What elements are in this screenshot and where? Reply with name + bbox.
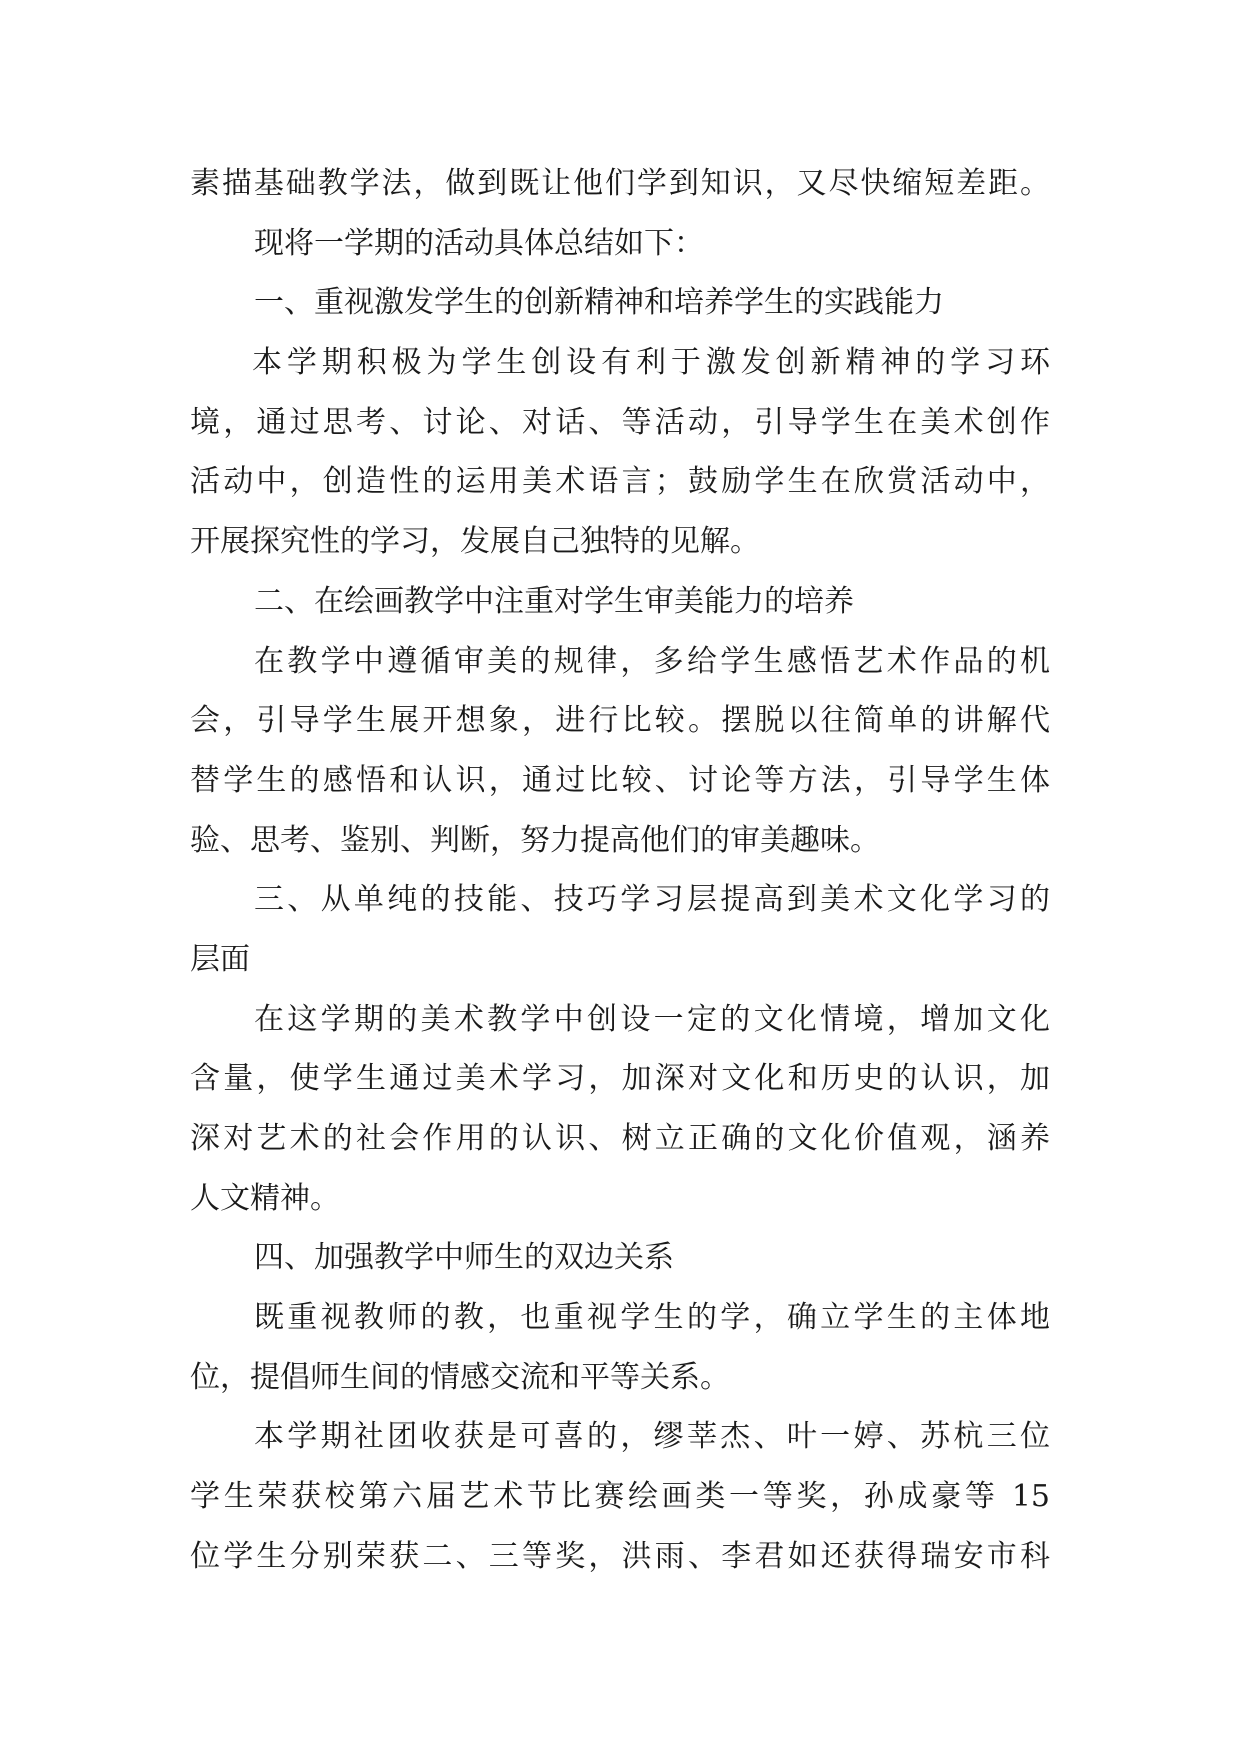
text-line: 含量，使学生通过美术学习，加深对文化和历史的认识，加 [190,1061,1050,1097]
text-line: 本学期积极为学生创设有利于激发创新精神的学习环 [252,345,1050,381]
text-line: 验、思考、鉴别、判断，努力提高他们的审美趣味。 [190,822,880,858]
text-line: 境，通过思考、讨论、对话、等活动，引导学生在美术创作 [190,404,1050,440]
section-heading: 三、从单纯的技能、技巧学习层提高到美术文化学习的 [254,882,1050,918]
text-line: 位学生分别荣获二、三等奖，洪雨、李君如还获得瑞安市科 [190,1538,1050,1574]
text-line: 既重视教师的教，也重视学生的学，确立学生的主体地 [254,1300,1050,1336]
text-line: 替学生的感悟和认识，通过比较、讨论等方法，引导学生体 [190,762,1050,798]
text-line: 本学期社团收获是可喜的，缪莘杰、叶一婷、苏杭三位 [254,1419,1050,1455]
section-heading: 二、在绘画教学中注重对学生审美能力的培养 [254,583,854,619]
text-line: 会，引导学生展开想象，进行比较。摆脱以往简单的讲解代 [190,703,1050,739]
text-line: 位，提倡师生间的情感交流和平等关系。 [190,1359,730,1395]
document-body [190,154,1050,1587]
text-line: 在这学期的美术教学中创设一定的文化情境，增加文化 [254,1001,1050,1037]
text-line: 现将一学期的活动具体总结如下： [254,225,704,261]
section-heading: 层面 [190,941,250,977]
text-line: 素描基础教学法，做到既让他们学到知识，又尽快缩短差距。 [190,166,1050,201]
text-line: 在教学中遵循审美的规律，多给学生感悟艺术作品的机 [254,643,1050,679]
section-heading: 四、加强教学中师生的双边关系 [254,1240,674,1276]
text-line: 人文精神。 [190,1180,340,1216]
section-heading: 一、重视激发学生的创新精神和培养学生的实践能力 [254,285,944,321]
text-line: 学生荣获校第六届艺术节比赛绘画类一等奖，孙成豪等 15 [190,1479,1050,1515]
text-line: 开展探究性的学习，发展自己独特的见解。 [190,524,760,560]
text-line: 深对艺术的社会作用的认识、树立正确的文化价值观，涵养 [190,1121,1050,1156]
text-line: 活动中，创造性的运用美术语言；鼓励学生在欣赏活动中， [190,464,1050,500]
